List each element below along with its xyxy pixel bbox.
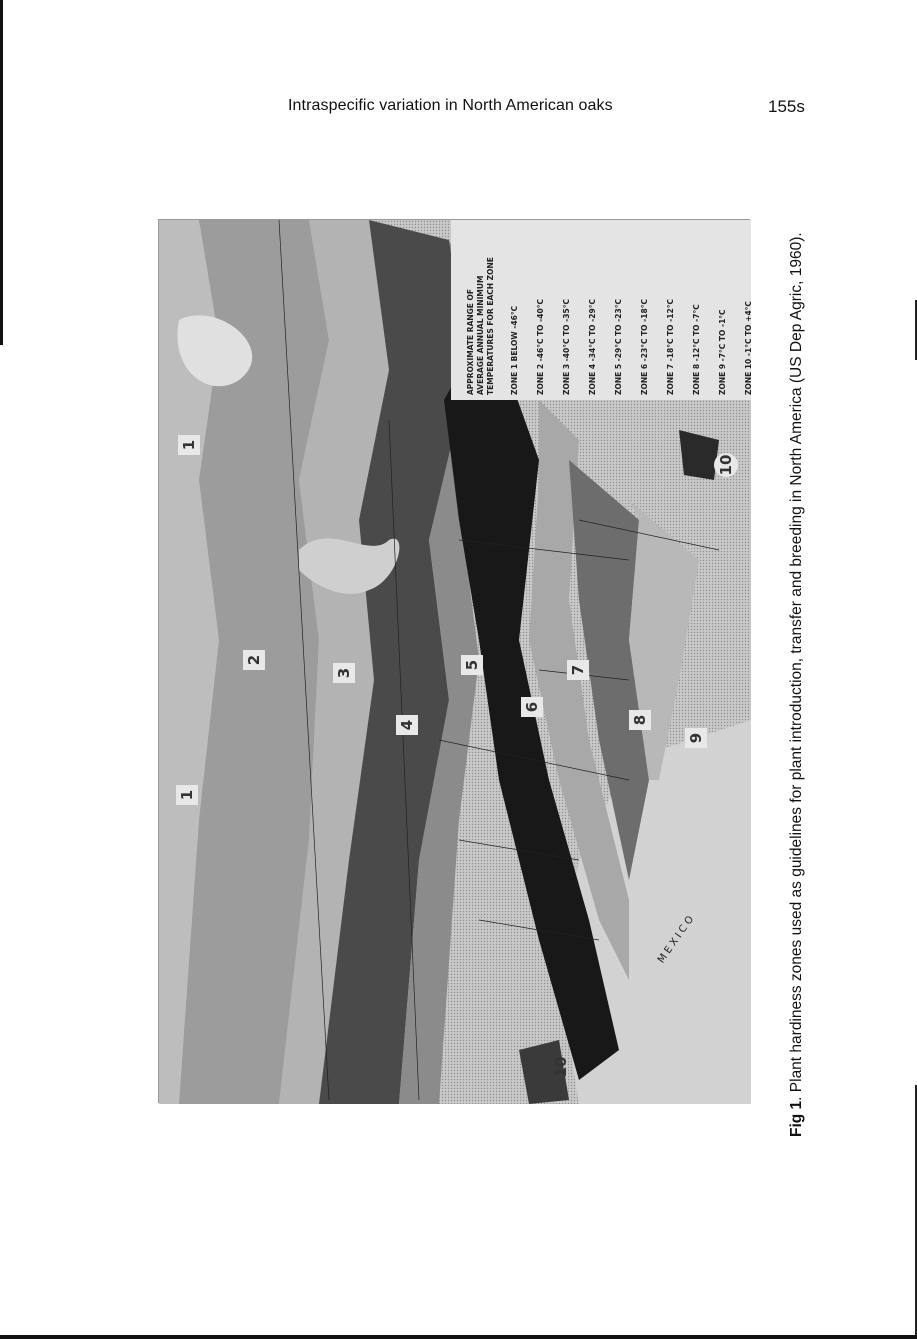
page-number: 155s — [768, 97, 805, 116]
legend-title: APPROXIMATE RANGE OF — [466, 288, 475, 395]
figure-label: Fig 1 — [788, 1100, 805, 1137]
zone-label-9 — [685, 728, 707, 748]
legend-row: ZONE 3 -40°C TO -35°C — [562, 299, 571, 395]
hardiness-zone-map-figure — [158, 219, 753, 1103]
svg-text:1: 1 — [178, 789, 196, 801]
zone-label-3 — [333, 663, 355, 683]
svg-text:2: 2 — [245, 654, 263, 666]
zone-label-8 — [629, 710, 651, 730]
hardiness-zone-map — [159, 220, 751, 1104]
zone-label-4 — [396, 715, 418, 735]
zone-label-5 — [461, 655, 483, 675]
svg-text:1: 1 — [180, 439, 198, 451]
legend-title: TEMPERATURES FOR EACH ZONE — [486, 257, 495, 395]
legend-row: ZONE 5 -29°C TO -23°C — [614, 299, 623, 395]
svg-text:8: 8 — [631, 714, 649, 726]
svg-text:10: 10 — [552, 1056, 570, 1078]
legend-title: AVERAGE ANNUAL MINIMUM — [476, 275, 485, 395]
figure-caption-text — [789, 177, 805, 1137]
svg-text:5: 5 — [463, 659, 481, 671]
zone-label-10-coast — [552, 1057, 570, 1078]
legend-row: ZONE 7 -18°C TO -12°C — [666, 299, 675, 395]
legend-row: ZONE 10 -1°C TO +4°C — [744, 301, 753, 395]
zone-label-7 — [567, 660, 589, 680]
zone-label-1-west — [176, 785, 198, 805]
scan-edge — [0, 1335, 917, 1339]
scan-edge — [0, 0, 3, 345]
svg-text:3: 3 — [335, 667, 353, 679]
figure-caption-body: . Plant hardiness zones used as guidelines for plant introduction, transfer and breeding in North America (US Dep Agric, 1960). — [788, 232, 805, 1101]
svg-text:6: 6 — [523, 701, 541, 713]
legend-row: ZONE 6 -23°C TO -18°C — [640, 299, 649, 395]
legend-row: ZONE 9 -7°C TO -1°C — [718, 309, 727, 395]
zone-label-6 — [521, 697, 543, 717]
zone-label-10-florida — [714, 453, 738, 477]
svg-text:7: 7 — [569, 664, 587, 676]
svg-text:9: 9 — [687, 732, 705, 744]
zone-label-2 — [243, 650, 265, 670]
legend-row: ZONE 1 BELOW -46°C — [510, 305, 519, 395]
legend-row: ZONE 4 -34°C TO -29°C — [588, 299, 597, 395]
legend-box — [451, 220, 751, 400]
svg-text:MEXICO: MEXICO — [655, 911, 698, 966]
svg-text:4: 4 — [398, 719, 416, 731]
svg-text:10: 10 — [717, 454, 735, 476]
legend-row: ZONE 2 -46°C TO -40°C — [536, 299, 545, 395]
running-head: Intraspecific variation in North American oaks — [288, 97, 613, 114]
legend-row: ZONE 8 -12°C TO -7°C — [692, 304, 701, 395]
zone-label-1 — [178, 435, 200, 455]
